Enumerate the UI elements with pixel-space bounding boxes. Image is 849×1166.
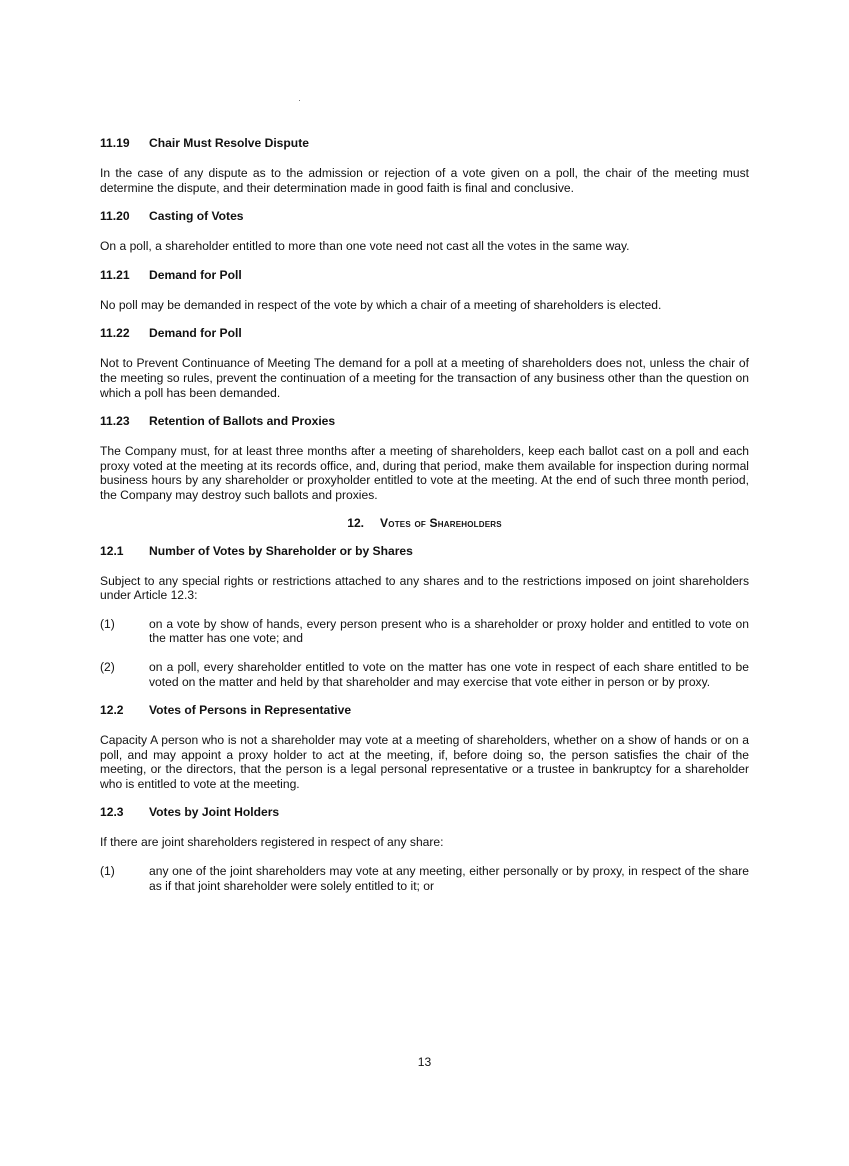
section-body: Capacity A person who is not a shareholder may vote at a meeting of shareholders, whether on a show of hands or on a poll, and may appoint a proxy holder to act at the meeting, if, before doing so, the person satisfies the chair of the meeting, or the directors, that the person is a legal personal representative or a trustee in bankruptcy for a shareholder who is entitled to vote at the meeting. — [100, 733, 749, 791]
stray-mark — [299, 100, 300, 101]
section-11-21 — [100, 268, 749, 313]
section-11-20 — [100, 209, 749, 254]
section-title: Retention of Ballots and Proxies — [149, 414, 336, 429]
section-title: Demand for Poll — [149, 326, 242, 341]
list-marker: (1) — [100, 616, 115, 631]
section-body: The Company must, for at least three months after a meeting of shareholders, keep each ballot cast on a poll and each proxy voted at the meeting at its records office, and, during that period, make them available for inspection during normal business hours by any shareholder or proxyholder entitled to vote at the meeting. At the end of such three month period, the Company may destroy such ballots and proxies. — [100, 444, 749, 502]
section-number: 12.1 — [100, 543, 124, 558]
section-title: Votes of Persons in Representative — [149, 703, 352, 718]
section-title: Demand for Poll — [149, 267, 242, 282]
section-12-3 — [100, 805, 749, 893]
section-number: 11.22 — [100, 326, 130, 341]
section-title: Number of Votes by Shareholder or by Shares — [149, 543, 413, 558]
section-number: 12.3 — [100, 805, 124, 820]
section-body: In the case of any dispute as to the admission or rejection of a vote given on a poll, the chair of the meeting must determine the dispute, and their determination made in good faith is final and conclusive. — [100, 166, 749, 195]
section-heading — [100, 326, 749, 341]
list-text: any one of the joint shareholders may vote at any meeting, either personally or by proxy, in respect of the share as if that joint shareholder were solely entitled to it; or — [149, 864, 749, 893]
list-text: on a poll, every shareholder entitled to vote on the matter has one vote in respect of each share entitled to be voted on the matter and held by that shareholder and may exercise that vote either in person or by proxy. — [149, 659, 749, 689]
section-body: If there are joint shareholders registered in respect of any share: — [100, 835, 444, 850]
list-item — [100, 864, 749, 893]
section-heading — [100, 703, 749, 718]
list-marker: (2) — [100, 659, 115, 674]
list-marker: (1) — [100, 864, 115, 879]
section-11-23 — [100, 414, 749, 502]
section-number: 11.21 — [100, 267, 130, 282]
document-body — [100, 136, 749, 907]
section-number: 11.20 — [100, 209, 130, 224]
section-heading — [100, 268, 749, 283]
section-heading — [100, 805, 749, 820]
page-number: 13 — [417, 1055, 432, 1069]
section-title: Votes by Joint Holders — [149, 805, 280, 820]
section-11-19 — [100, 136, 749, 195]
section-number: 11.19 — [100, 136, 130, 150]
section-body: Subject to any special rights or restrictions attached to any shares and to the restrictions imposed on joint shareholders under Article 12.3: — [100, 573, 749, 603]
section-body: On a poll, a shareholder entitled to more than one vote need not cast all the votes in the same way. — [100, 239, 630, 254]
section-title: Chair Must Resolve Dispute — [149, 136, 309, 150]
section-number: 12.2 — [100, 703, 124, 718]
section-heading — [100, 209, 749, 224]
section-title: Casting of Votes — [149, 209, 244, 224]
section-heading — [100, 544, 749, 559]
article-title: Votes of Shareholders — [380, 515, 502, 530]
list-item — [100, 660, 749, 689]
document-page — [100, 0, 749, 1166]
list-item — [100, 617, 749, 646]
section-12-2 — [100, 703, 749, 791]
article-heading — [100, 516, 749, 531]
section-11-22 — [100, 326, 749, 400]
section-heading — [100, 414, 749, 429]
section-body: No poll may be demanded in respect of the vote by which a chair of a meeting of shareholders is elected. — [100, 297, 662, 312]
section-number: 11.23 — [100, 414, 130, 429]
list-text: on a vote by show of hands, every person present who is a shareholder or proxy holder and entitled to vote on the matter has one vote; and — [149, 616, 749, 646]
section-heading — [100, 136, 749, 151]
article-number: 12. — [347, 515, 365, 530]
section-12-1 — [100, 544, 749, 690]
section-body: Not to Prevent Continuance of Meeting The demand for a poll at a meeting of shareholders does not, unless the chair of the meeting so rules, prevent the continuation of a meeting for the transaction of any business other than the question on which a poll has been demanded. — [100, 356, 749, 400]
